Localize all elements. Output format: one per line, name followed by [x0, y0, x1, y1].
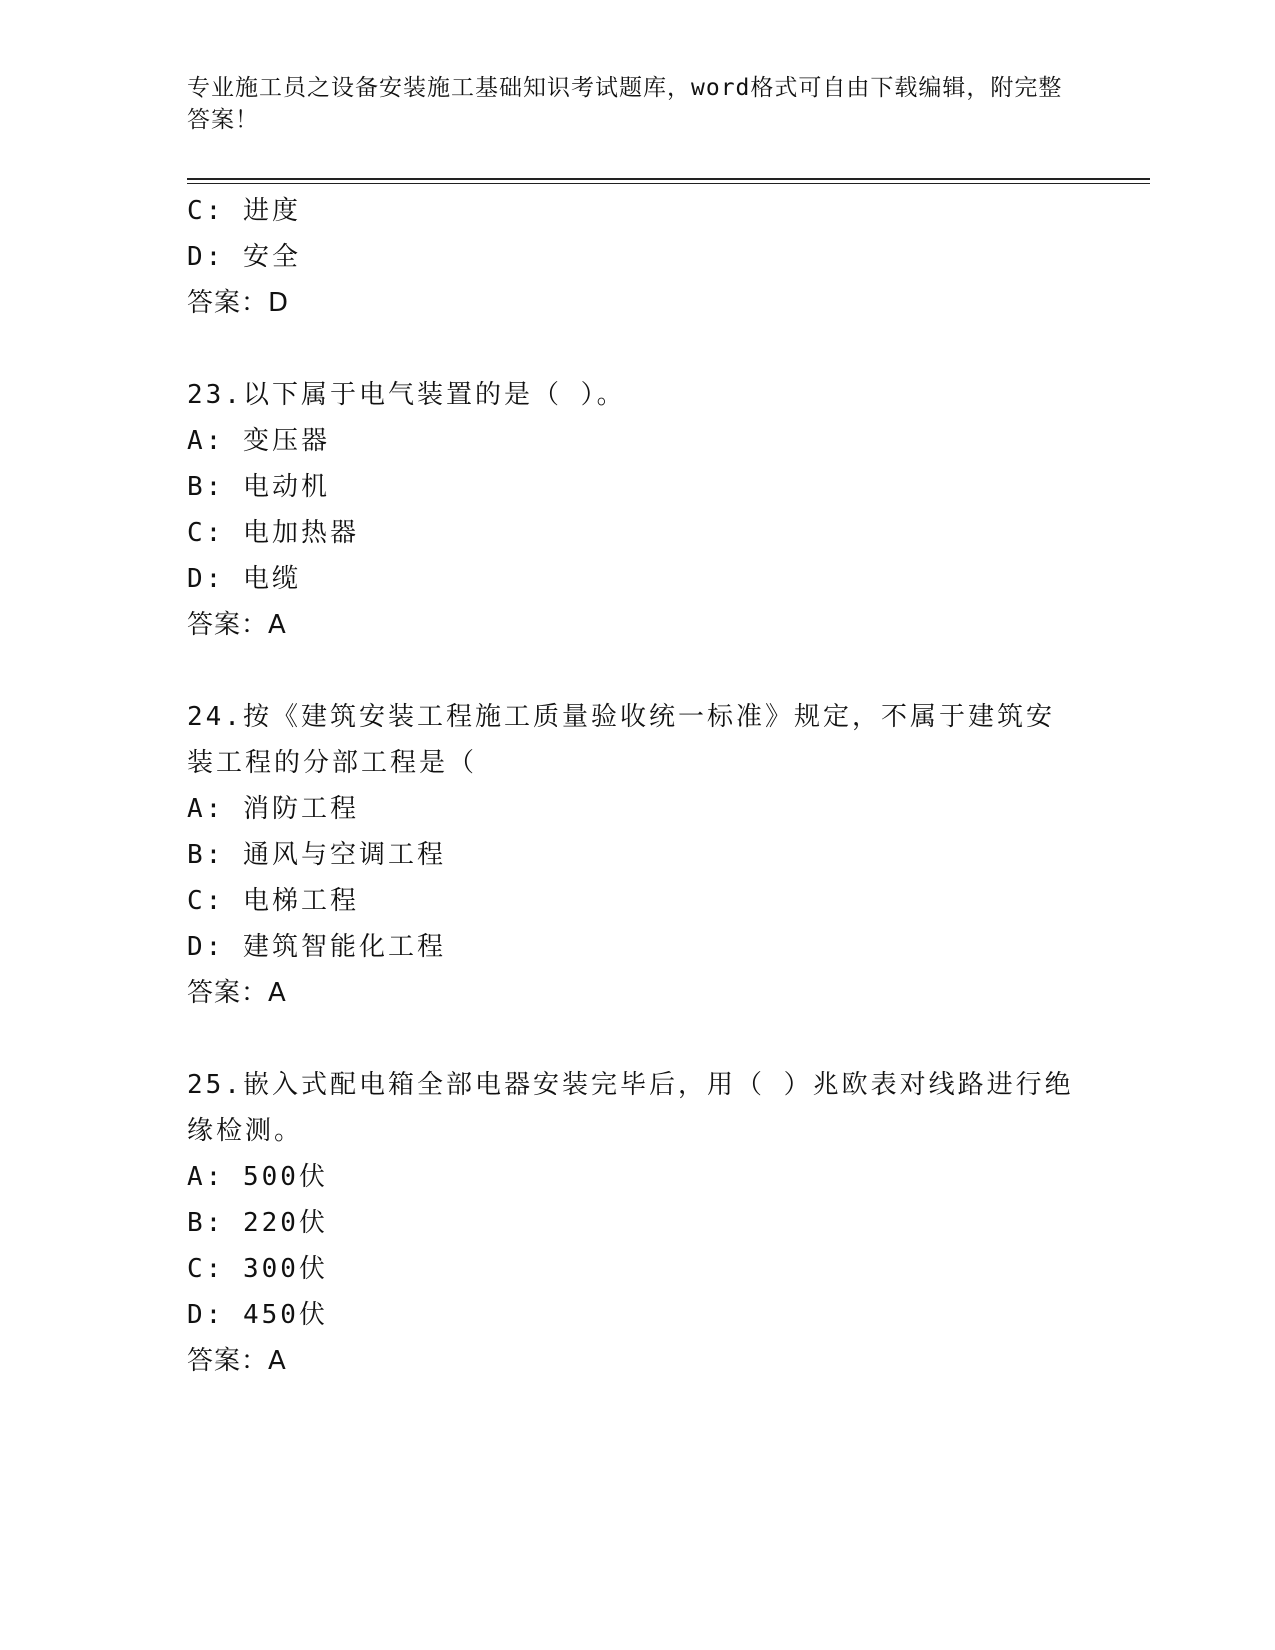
option-d: D: 建筑智能化工程: [187, 932, 446, 962]
question-text: 25.嵌入式配电箱全部电器安装完毕后，用（ ）兆欧表对线路进行绝缘检测。: [187, 1070, 1074, 1146]
option-c: C: 300伏: [187, 1254, 328, 1284]
answer: 答案：A: [187, 1346, 287, 1376]
question-24: [187, 694, 1087, 1016]
header-rule-thin: [187, 183, 1150, 184]
question-23: [187, 372, 1087, 648]
option-b: B: 220伏: [187, 1208, 328, 1238]
question-list: [187, 188, 1087, 1384]
option-c: C: 电加热器: [187, 518, 359, 548]
option-d: D: 安全: [187, 242, 301, 272]
option-d: D: 450伏: [187, 1300, 328, 1330]
header-rule: [187, 178, 1150, 180]
answer: 答案：D: [187, 288, 290, 318]
question-25: [187, 1062, 1087, 1384]
option-b: B: 通风与空调工程: [187, 840, 446, 870]
answer: 答案：A: [187, 978, 287, 1008]
option-c: C: 电梯工程: [187, 886, 359, 916]
option-a: A: 变压器: [187, 426, 330, 456]
option-a: A: 消防工程: [187, 794, 359, 824]
option-b: B: 电动机: [187, 472, 330, 502]
page-header: 专业施工员之设备安装施工基础知识考试题库，word格式可自由下载编辑，附完整答案！: [187, 75, 1063, 133]
option-c: C: 进度: [187, 196, 301, 226]
option-a: A: 500伏: [187, 1162, 328, 1192]
question-text: 24.按《建筑安装工程施工质量验收统一标准》规定，不属于建筑安装工程的分部工程是（: [187, 702, 1055, 778]
answer: 答案：A: [187, 610, 287, 640]
option-d: D: 电缆: [187, 564, 301, 594]
question-text: 23.以下属于电气装置的是（ ）。: [187, 380, 626, 410]
